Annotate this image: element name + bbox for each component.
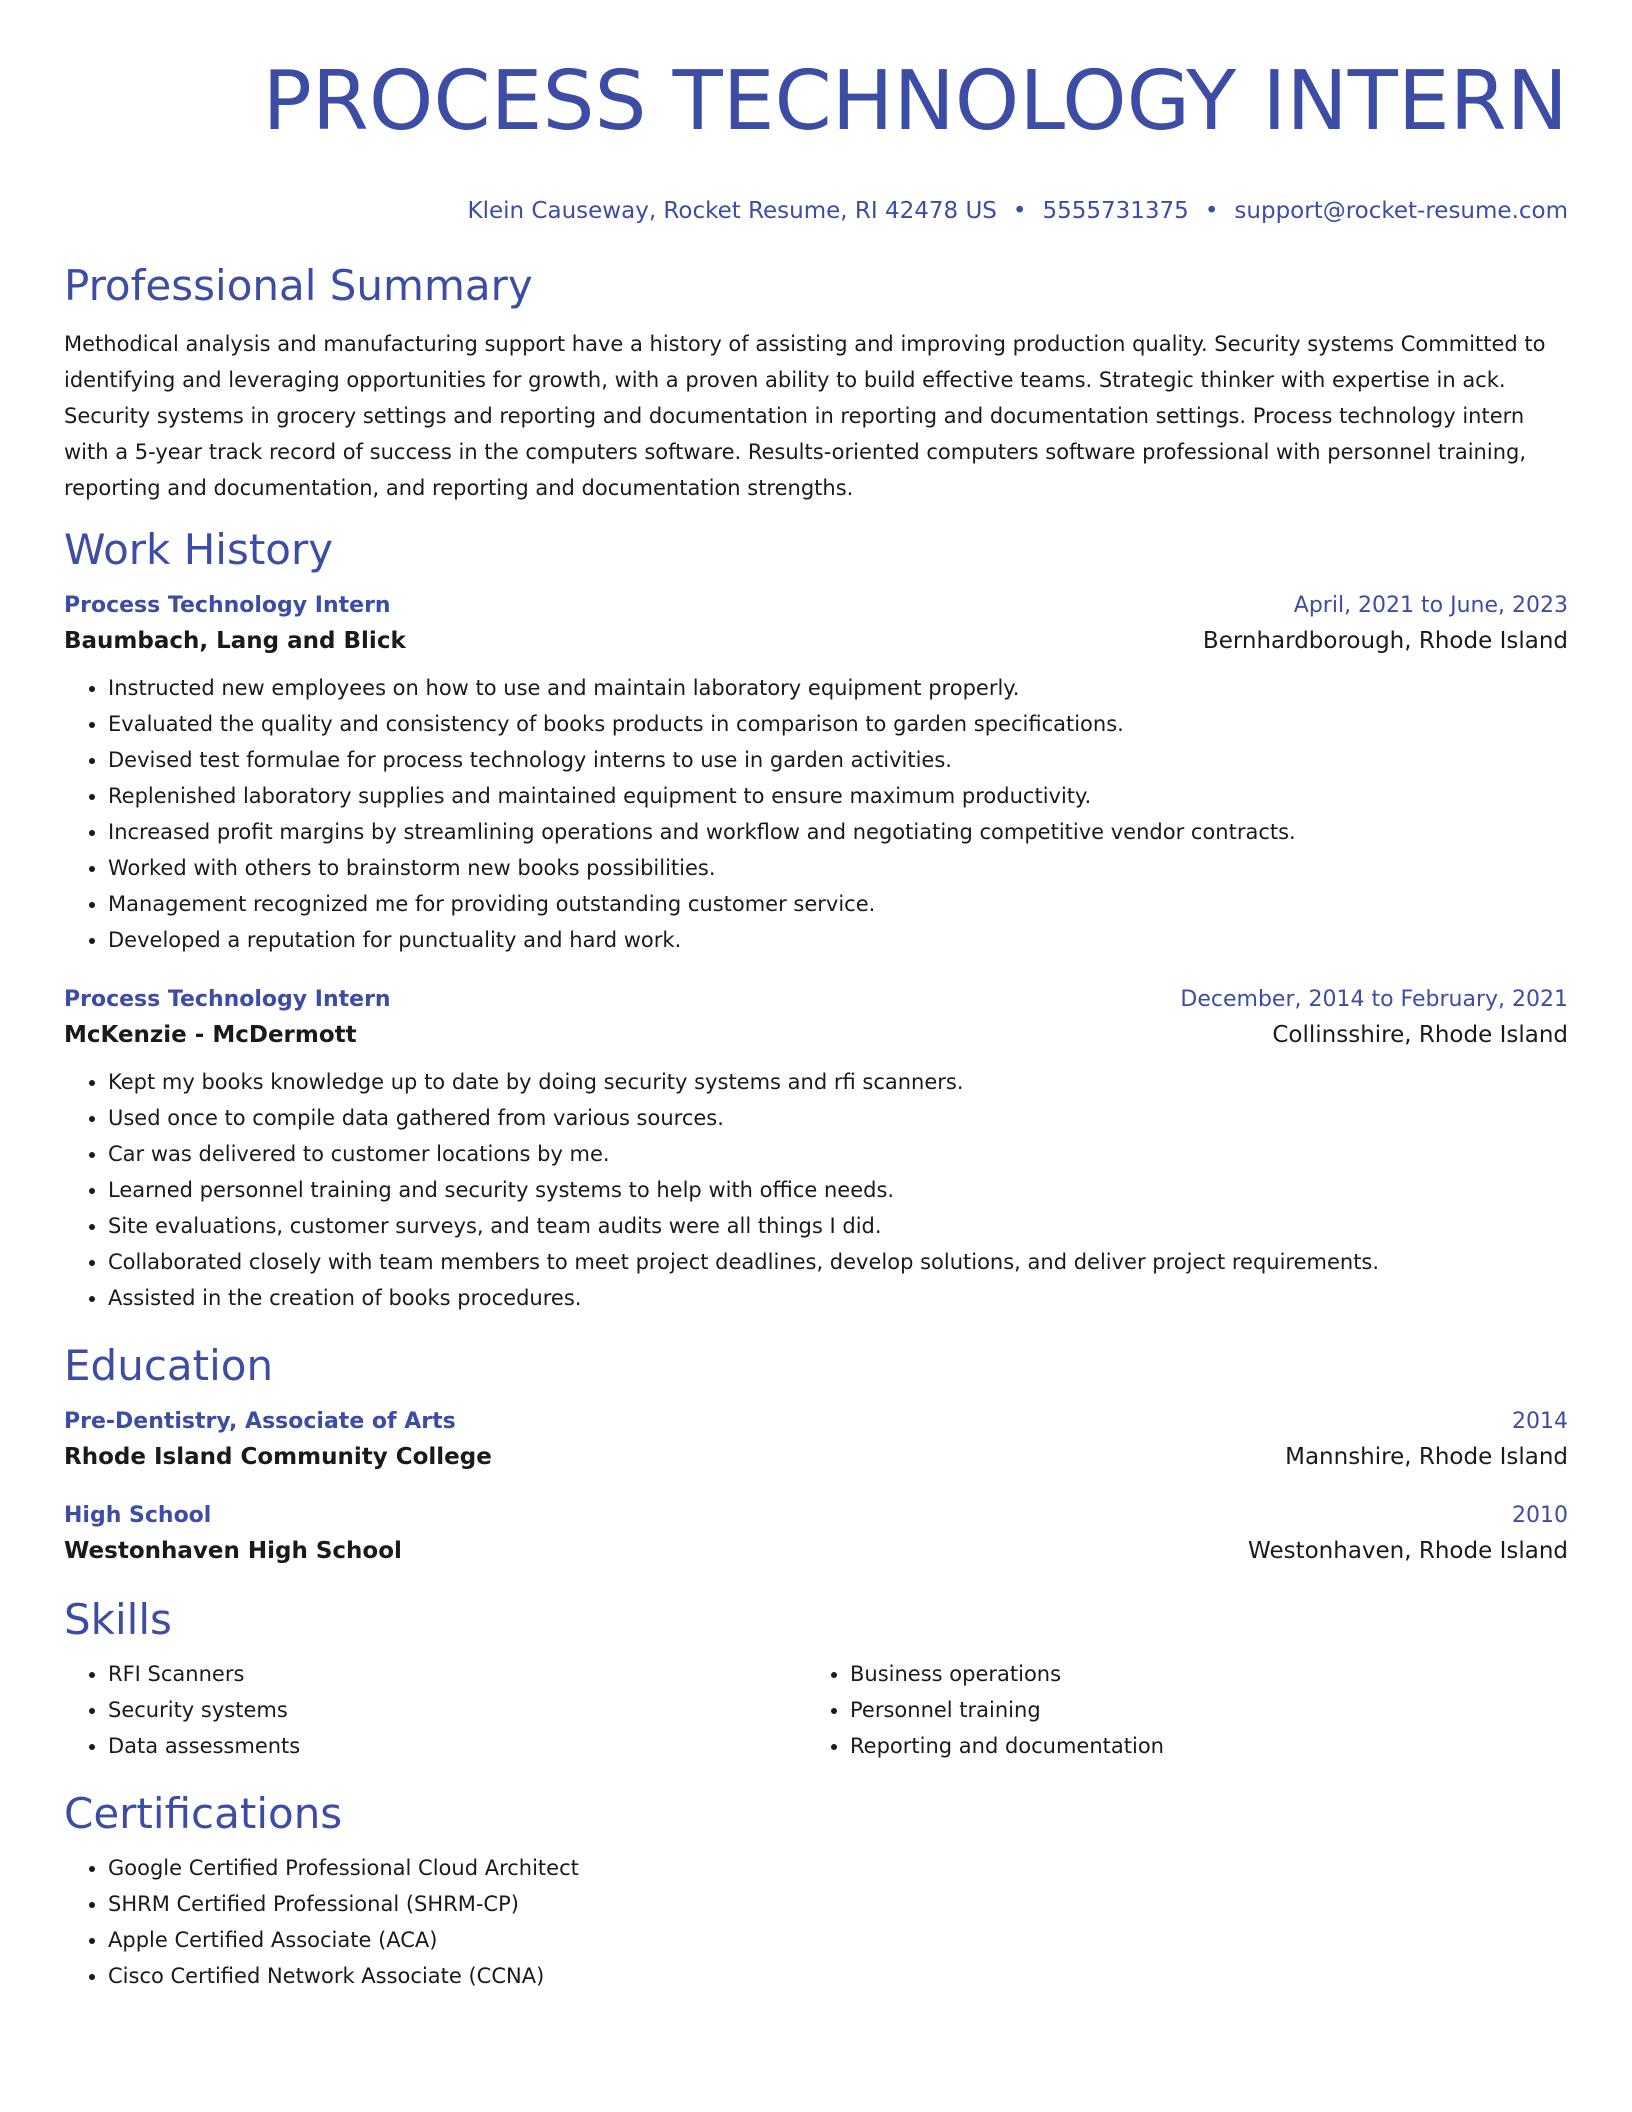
skills-grid	[64, 1656, 1568, 1764]
section-title-summary: Professional Summary	[64, 261, 533, 310]
skill-item: • Personnel training	[850, 1692, 1568, 1728]
certification-item: • Google Certified Professional Cloud Architect	[108, 1850, 1568, 1886]
job-bullet: • Learned personnel training and security systems to help with office needs.	[108, 1172, 1568, 1208]
job-bullet: • Developed a reputation for punctuality and hard work.	[108, 922, 1568, 958]
education-year: 2014	[1512, 1409, 1568, 1434]
education-degree: Pre-Dentistry, Associate of Arts	[64, 1409, 456, 1434]
job-company: McKenzie - McDermott	[64, 1022, 357, 1048]
education-school: Rhode Island Community College	[64, 1444, 492, 1470]
education-degree: High School	[64, 1503, 212, 1528]
job-location: Collinsshire, Rhode Island	[1272, 1022, 1568, 1048]
education-school: Westonhaven High School	[64, 1538, 402, 1564]
job-bullets	[64, 670, 1568, 958]
contact-email[interactable]: support@rocket-resume.com	[1234, 198, 1568, 224]
summary-text: Methodical analysis and manufacturing support have a history of assisting and improving production quality. Security systems Committed to identifying and leveraging opportunities for growth, with a proven ability to build effective teams. Strategic thinker with expertise in ack. Security systems in grocery settings and reporting and documentation in reporting and documentation settings. Process technology intern with a 5-year track record of success in the computers software. Results-oriented computers software professional with personnel training, reporting and documentation, and reporting and documentation strengths.	[64, 332, 1546, 500]
certification-item: • Apple Certified Associate (ACA)	[108, 1922, 1568, 1958]
certification-item: • Cisco Certified Network Associate (CCNA)	[108, 1958, 1568, 1994]
job-bullet: • Worked with others to brainstorm new books possibilities.	[108, 850, 1568, 886]
section-title-education: Education	[64, 1341, 274, 1390]
education-entry	[64, 1500, 1568, 1570]
contact-separator: •	[1012, 198, 1027, 224]
job-bullet: • Devised test formulae for process technology interns to use in garden activities.	[108, 742, 1568, 778]
section-title-work-history: Work History	[64, 525, 334, 574]
job-bullets	[64, 1064, 1568, 1316]
job-bullet: • Evaluated the quality and consistency of books products in comparison to garden specifications.	[108, 706, 1568, 742]
skill-item: • Security systems	[108, 1692, 806, 1728]
job-bullet: • Site evaluations, customer surveys, and team audits were all things I did.	[108, 1208, 1568, 1244]
skill-item: • Reporting and documentation	[850, 1728, 1568, 1764]
job-company: Baumbach, Lang and Blick	[64, 628, 406, 654]
job-location: Bernhardborough, Rhode Island	[1202, 628, 1568, 654]
skill-item: • Data assessments	[108, 1728, 806, 1764]
job-entry	[64, 590, 1568, 958]
job-bullet: • Replenished laboratory supplies and maintained equipment to ensure maximum productivity.	[108, 778, 1568, 814]
resume-header	[64, 0, 1568, 226]
education-location: Westonhaven, Rhode Island	[1248, 1538, 1568, 1564]
education-location: Mannshire, Rhode Island	[1285, 1444, 1568, 1470]
job-dates: December, 2014 to February, 2021	[1180, 987, 1568, 1012]
contact-phone[interactable]: 5555731375	[1042, 198, 1189, 224]
contact-address: Klein Causeway, Rocket Resume, RI 42478 US	[467, 198, 997, 224]
job-bullet: • Collaborated closely with team members to meet project deadlines, develop solutions, and deliver project requirements.	[108, 1244, 1568, 1280]
job-bullet: • Management recognized me for providing outstanding customer service.	[108, 886, 1568, 922]
candidate-name: PROCESS TECHNOLOGY INTERN	[262, 54, 1568, 149]
section-title-skills: Skills	[64, 1595, 172, 1644]
job-bullet: • Used once to compile data gathered from various sources.	[108, 1100, 1568, 1136]
section-title-certifications: Certifications	[64, 1789, 343, 1838]
job-dates: April, 2021 to June, 2023	[1293, 593, 1568, 618]
skills-list-right	[806, 1656, 1568, 1764]
job-bullet: • Instructed new employees on how to use and maintain laboratory equipment properly.	[108, 670, 1568, 706]
skill-item: • RFI Scanners	[108, 1656, 806, 1692]
job-bullet: • Kept my books knowledge up to date by doing security systems and rfi scanners.	[108, 1064, 1568, 1100]
education-year: 2010	[1512, 1503, 1568, 1528]
job-entry	[64, 984, 1568, 1316]
skills-list-left	[64, 1656, 806, 1764]
contact-line	[64, 196, 1568, 226]
job-title: Process Technology Intern	[64, 987, 391, 1012]
job-bullet: • Car was delivered to customer locations by me.	[108, 1136, 1568, 1172]
education-entry	[64, 1406, 1568, 1476]
certification-item: • SHRM Certified Professional (SHRM-CP)	[108, 1886, 1568, 1922]
contact-separator: •	[1204, 198, 1219, 224]
job-title: Process Technology Intern	[64, 593, 391, 618]
certifications-list	[64, 1850, 1568, 1994]
job-bullet: • Assisted in the creation of books procedures.	[108, 1280, 1568, 1316]
job-bullet: • Increased profit margins by streamlining operations and workflow and negotiating competitive vendor contracts.	[108, 814, 1568, 850]
skill-item: • Business operations	[850, 1656, 1568, 1692]
